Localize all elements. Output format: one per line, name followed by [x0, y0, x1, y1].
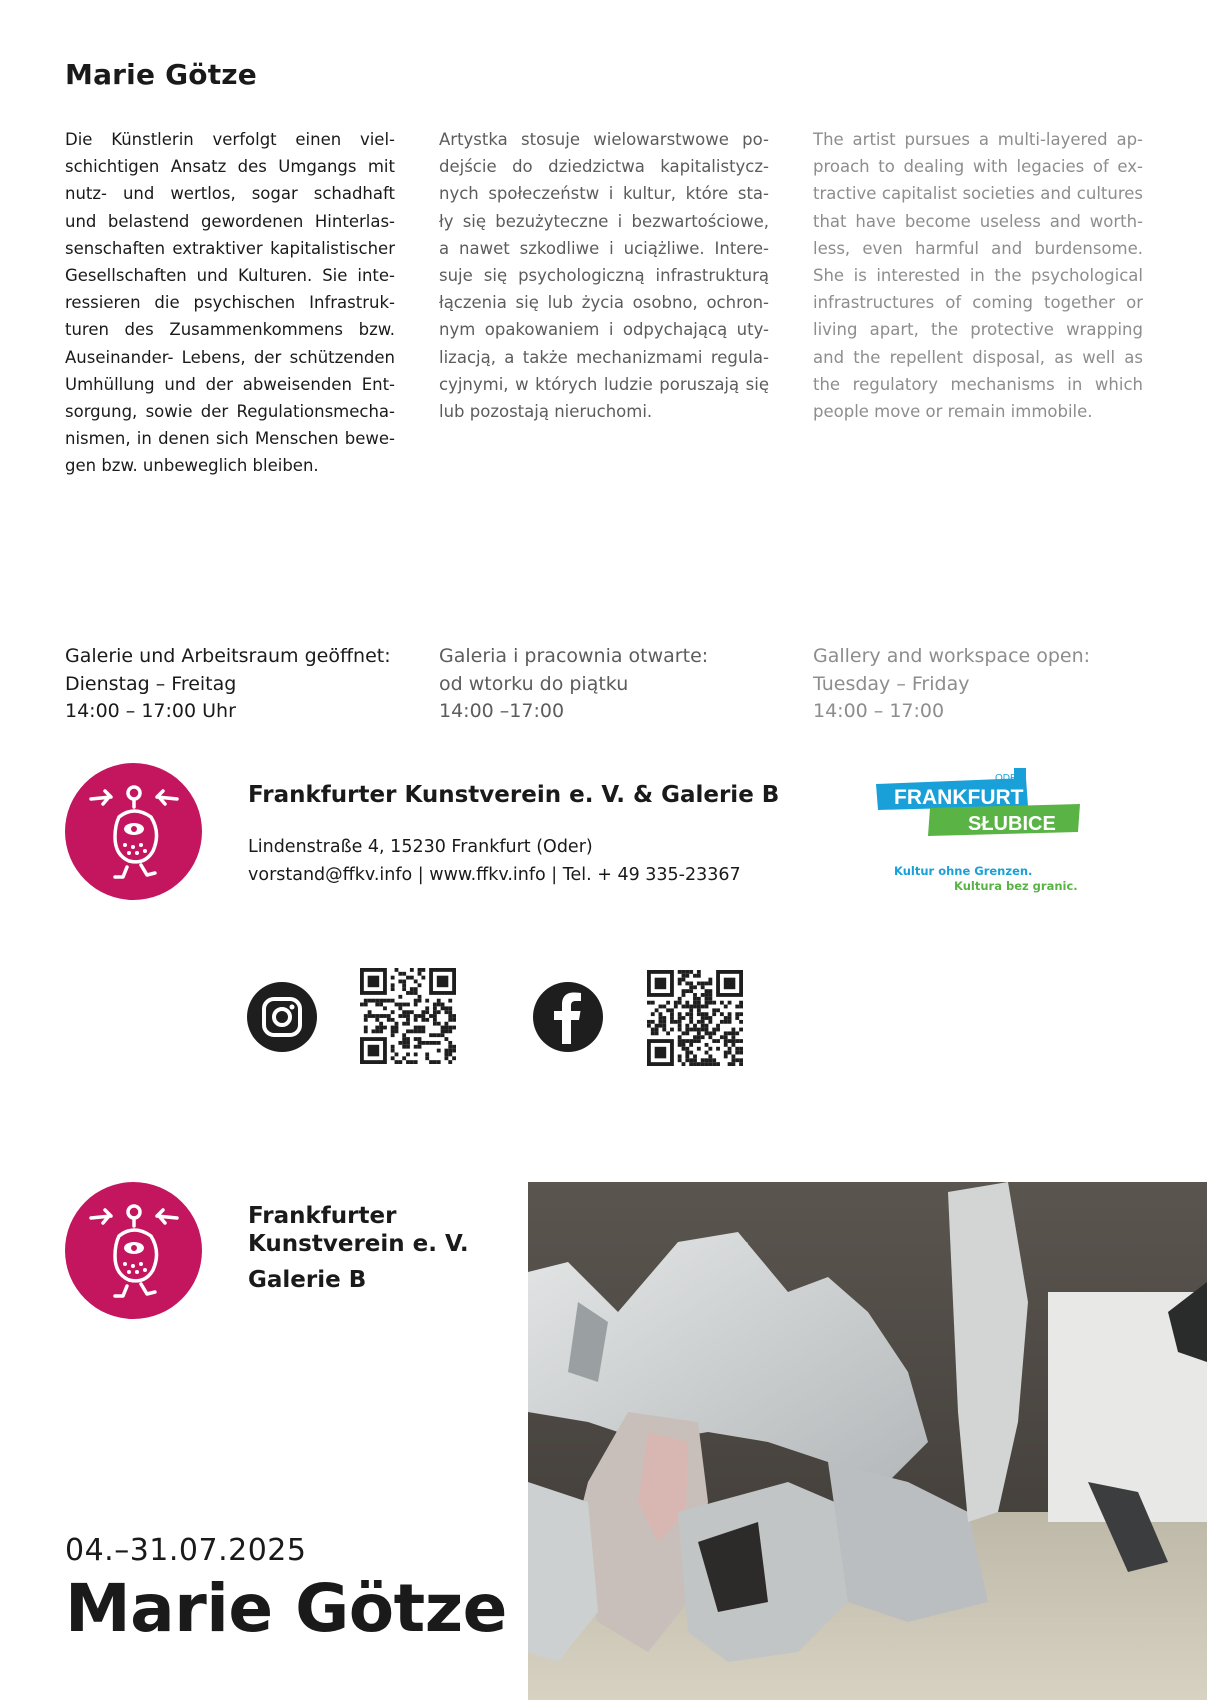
opening-hours-german: [65, 643, 391, 726]
text-line: nym opakowaniem i odpychającą uty-: [439, 320, 769, 340]
text-line: and the repellent disposal, as well as: [813, 347, 1143, 367]
footer-org-line2: Kunstverein e. V.: [248, 1231, 469, 1257]
organization-contact-line[interactable]: vorstand@ffkv.info | www.ffkv.info | Tel. + 49 335-23367: [248, 864, 741, 885]
footer-org-line1: Frankfurter: [248, 1203, 397, 1229]
slogan-german: Kultur ohne Grenzen.: [894, 864, 1033, 878]
kunstverein-logo-footer: [65, 1182, 202, 1319]
text-line: suje się psychologiczną infrastrukturą: [439, 266, 769, 286]
text-line: cyjnymi, w których ludzie poruszają się: [439, 374, 769, 394]
instagram-icon[interactable]: [247, 982, 317, 1052]
text-line: less, even harmful and burdensome.: [813, 238, 1143, 258]
text-line: that have become useless and worth-: [813, 211, 1143, 231]
text-line: sorgung, sowie der Regulationsmecha-: [65, 402, 395, 422]
description-polish: [439, 126, 769, 425]
creature-icon: [79, 777, 189, 887]
artist-heading: Marie Götze: [65, 58, 257, 91]
text-line: The artist pursues a multi-layered ap-: [813, 130, 1143, 149]
text-line: nismen, in denen sich Menschen bewe-: [65, 429, 395, 449]
organization-name: Frankfurter Kunstverein e. V. & Galerie B: [248, 782, 780, 808]
creature-icon: [79, 1196, 189, 1306]
text-line: turen des Zusammenkommens bzw.: [65, 320, 395, 340]
frankfurt-slubice-wordmark: [872, 766, 1087, 866]
text-line: people move or remain immobile.: [813, 402, 1093, 422]
kunstverein-logo: [65, 763, 202, 900]
oder-label: ODER: [995, 773, 1024, 784]
text-line: a nawet szkodliwe i uciążliwe. Intere-: [439, 238, 769, 258]
text-line: gen bzw. unbeweglich bleiben.: [65, 456, 319, 476]
text-line: She is interested in the psychological: [813, 266, 1143, 286]
text-line: proach to dealing with legacies of ex-: [813, 157, 1143, 177]
frankfurt-slubice-logo: [872, 766, 1087, 896]
text-line: the regulatory mechanisms in which: [813, 374, 1143, 394]
text-line: łączenia się lub życia osobno, ochron-: [439, 293, 769, 313]
slogan-polish: Kultura bez granic.: [954, 879, 1078, 893]
frankfurt-label: FRANKFURT: [894, 786, 1024, 809]
text-line: living apart, the protective wrapping: [813, 320, 1143, 340]
text-line: nutz- und wertlos, sogar schadhaft: [65, 184, 395, 204]
text-line: lub pozostają nieruchomi.: [439, 402, 653, 422]
hours-days: Dienstag – Freitag: [65, 672, 237, 695]
text-line: tractive capitalist societies and cultures: [813, 184, 1143, 204]
text-line: infrastructures of coming together or: [813, 293, 1143, 313]
text-line: Umhüllung und der abweisenden Ent-: [65, 374, 395, 394]
text-line: lizacją, a także mechanizmami regula-: [439, 347, 769, 367]
slubice-label: SŁUBICE: [968, 813, 1056, 835]
text-line: ressieren die psychischen Infrastruk-: [65, 293, 395, 313]
facebook-icon[interactable]: [533, 982, 603, 1052]
organization-address: Lindenstraße 4, 15230 Frankfurt (Oder): [248, 837, 593, 857]
text-line: Gesellschaften und Kulturen. Sie inte-: [65, 266, 395, 286]
facebook-qr-code[interactable]: [647, 970, 743, 1066]
hours-heading: Gallery and workspace open:: [813, 645, 1091, 667]
hours-days: od wtorku do piątku: [439, 672, 629, 695]
text-line: Auseinander- Lebens, der schützenden: [65, 347, 395, 367]
footer-org-line3: Galerie B: [248, 1267, 367, 1293]
organization-contact: [248, 834, 741, 889]
hours-days: Tuesday – Friday: [813, 672, 970, 695]
footer-organization: [248, 1202, 469, 1294]
text-line: senschaften extraktiver kapitalistischer: [65, 238, 395, 258]
text-line: Artystka stosuje wielowarstwowe po-: [439, 130, 769, 149]
opening-hours-english: [813, 643, 1090, 726]
hours-heading: Galerie und Arbeitsraum geöffnet:: [65, 645, 391, 667]
installation-photo: [528, 1182, 1207, 1700]
exhibition-dates: 04.–31.07.2025: [65, 1533, 307, 1568]
text-line: nych społeczeństw i kultur, które sta-: [439, 184, 769, 204]
text-line: Die Künstlerin verfolgt einen viel-: [65, 130, 395, 149]
description-english: [813, 126, 1143, 425]
text-line: schichtigen Ansatz des Umgangs mit: [65, 157, 395, 177]
instagram-qr-code[interactable]: [360, 968, 456, 1064]
exhibition-artist-name: Marie Götze: [65, 1570, 507, 1647]
text-line: ły się bezużyteczne i bezwartościowe,: [439, 211, 769, 231]
text-line: und belastend gewordenen Hinterlas-: [65, 211, 395, 231]
hours-time: 14:00 – 17:00 Uhr: [65, 700, 236, 722]
description-german: [65, 126, 395, 480]
hours-time: 14:00 –17:00: [439, 700, 565, 722]
hours-time: 14:00 – 17:00: [813, 700, 945, 722]
text-line: dejście do dziedzictwa kapitalistycz-: [439, 157, 769, 177]
opening-hours-polish: [439, 643, 708, 726]
hours-heading: Galeria i pracownia otwarte:: [439, 645, 709, 667]
